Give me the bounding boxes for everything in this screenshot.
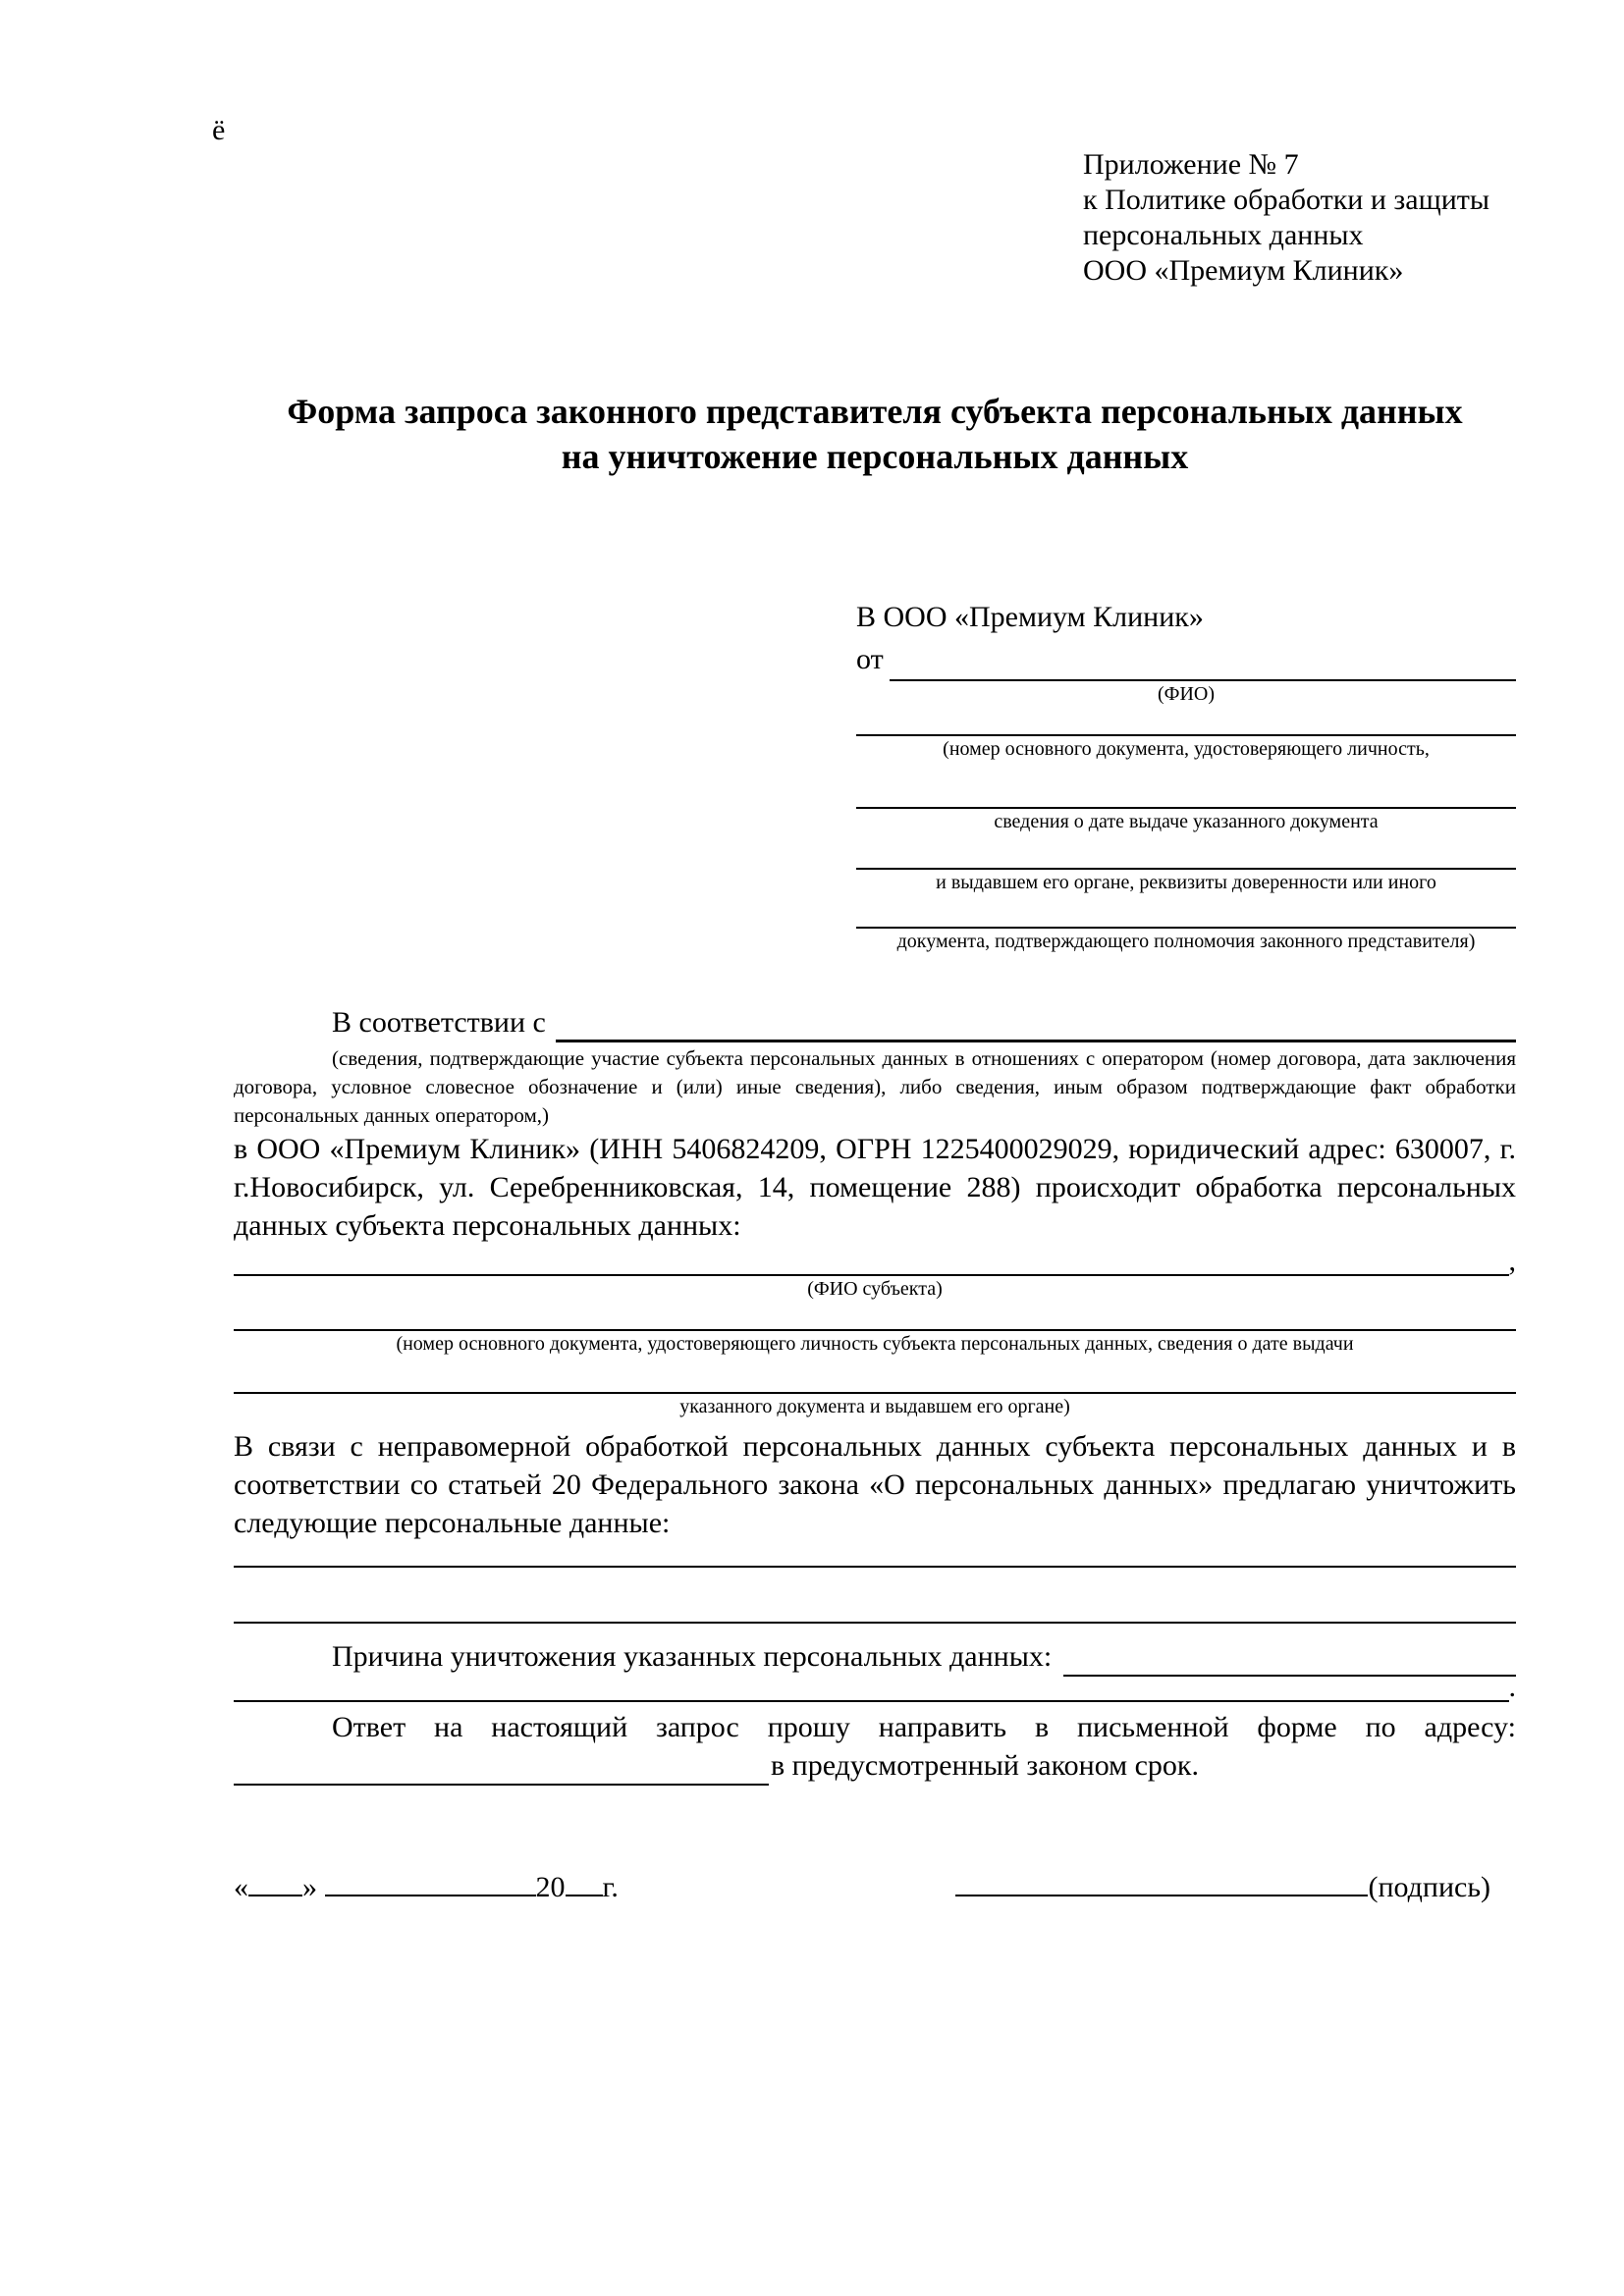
stray-char: ё: [212, 114, 226, 146]
reply-tail-text: в предусмотренный законом срок.: [771, 1749, 1199, 1782]
field-caption: сведения о дате выдаче указанного документа: [994, 811, 1379, 832]
open-quote: «: [234, 1871, 248, 1903]
field-caption: (номер основного документа, удостоверяющего личность,: [943, 738, 1430, 760]
month-blank-line: [325, 1867, 536, 1896]
subject-document-caption-2: указанного документа и выдавшем его органе): [679, 1396, 1070, 1417]
blank-line: [234, 1251, 1509, 1276]
year-suffix: г.: [602, 1871, 619, 1903]
accordance-row: [234, 1003, 1516, 1042]
addressee-to: В ООО «Премиум Клиник»: [856, 601, 1204, 633]
year-prefix: 20: [535, 1871, 566, 1903]
reason-field-2: [234, 1671, 1516, 1703]
fine-print-note: (сведения, подтверждающие участие субъекта персональных данных в отношениях с оператором (номер договора, дата заключения договора, условное словесное обозначение и (или) иные сведения), либо сведения, иным образом подтверждающие факт обработки персональных данных оператором,): [234, 1046, 1516, 1127]
subject-document-field: [234, 1306, 1516, 1331]
blank-line: [234, 1598, 1516, 1624]
blank-line: [234, 1306, 1516, 1331]
operator-paragraph: в ООО «Премиум Клиник» (ИНН 5406824209, ОГРН 1225400029029, юридический адрес: 630007, г. г.Новосибирск, ул. Серебренниковская, 14, помещение 288) происходит обработка персональных данных субъекта персональных данных:: [234, 1133, 1516, 1242]
accordance-blank-line: [556, 1003, 1516, 1042]
issue-date-field: [856, 807, 1516, 834]
subject-document-caption: (номер основного документа, удостоверяющего личность субъекта персональных данных, сведения о дате выдачи: [396, 1333, 1354, 1355]
from-label: от: [856, 643, 884, 675]
blank-line: [234, 1542, 1516, 1568]
footer-row: [234, 1863, 1490, 1904]
field-caption: документа, подтверждающего полномочия законного представителя): [896, 931, 1476, 952]
trailing-period: .: [1508, 1671, 1516, 1703]
signature-field: [955, 1863, 1490, 1904]
data-to-destroy-field-1: [234, 1542, 1516, 1568]
reason-label: Причина уничтожения указанных персональных данных:: [332, 1640, 1053, 1673]
page-title-line: на уничтожение персональных данных: [561, 437, 1189, 476]
date-field: [234, 1867, 619, 1904]
signature-caption: (подпись): [1368, 1871, 1490, 1903]
page-title: [234, 389, 1516, 479]
issuing-authority-field: [856, 868, 1516, 895]
appendix-line: Приложение № 7: [1083, 148, 1299, 181]
trailing-comma: ,: [1508, 1245, 1516, 1277]
accordance-label: В соответствии с: [332, 1006, 546, 1039]
subject-fio-field: [234, 1245, 1516, 1277]
reason-row: [234, 1637, 1516, 1677]
main-body: [234, 1003, 1516, 1786]
blank-line: [234, 1368, 1516, 1394]
appendix-line: ООО «Премиум Клиник»: [1083, 254, 1404, 287]
address-blank-line: [234, 1746, 769, 1786]
year-blank-line: [566, 1867, 603, 1896]
page-title-line: Форма запроса законного представителя субъекта персональных данных: [287, 392, 1463, 431]
subject-fio-caption: (ФИО субъекта): [807, 1278, 943, 1300]
day-blank-line: [248, 1867, 302, 1896]
subject-document-field-2: [234, 1368, 1516, 1394]
reply-paragraph: Ответ на настоящий запрос прошу направить в письменной форме по адресу:: [332, 1711, 1516, 1743]
authority-document-field: [856, 927, 1516, 954]
fio-caption: (ФИО): [1157, 683, 1215, 705]
appendix-header: [1083, 147, 1489, 289]
appendix-line: к Политике обработки и защиты: [1083, 184, 1490, 216]
addressee-block: [856, 599, 1516, 954]
from-row: [856, 638, 1516, 681]
appendix-line: персональных данных: [1083, 219, 1364, 251]
data-to-destroy-field-2: [234, 1598, 1516, 1624]
reply-address-row: [234, 1746, 1516, 1786]
signature-blank-line: [955, 1863, 1368, 1896]
blank-line: [234, 1677, 1509, 1702]
close-quote: »: [302, 1871, 317, 1903]
unlawful-processing-paragraph: В связи с неправомерной обработкой персональных данных субъекта персональных данных и в соответствии со статьей 20 Федерального закона «О персональных данных» предлагаю уничтожить следующие персональные данные:: [234, 1430, 1516, 1539]
blank-line: [1063, 1637, 1516, 1677]
field-caption: и выдавшем его органе, реквизиты доверенности или иного: [936, 872, 1436, 893]
from-blank-line: [890, 638, 1516, 681]
document-number-field: [856, 734, 1516, 762]
